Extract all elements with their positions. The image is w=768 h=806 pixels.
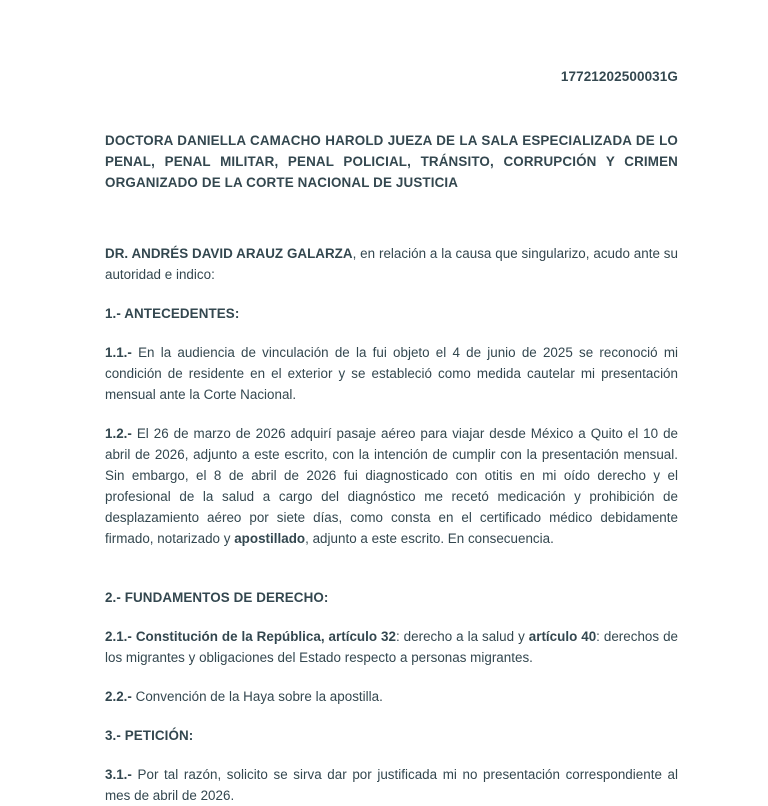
- document-reference-number: 17721202500031G: [560, 69, 678, 84]
- document-content: [105, 0, 678, 806]
- intro-rest-text: , en relación a la causa que singularizo, acudo ante su autoridad e indico:: [105, 246, 678, 282]
- paragraph-2-2: [105, 686, 678, 707]
- signatory-name: DR. ANDRÉS DAVID ARAUZ GALARZA: [105, 246, 353, 261]
- paragraph-3-1: [105, 764, 678, 806]
- paragraph-marker-1-1: 1.1.-: [105, 345, 132, 360]
- paragraph-2-1: [105, 626, 678, 668]
- section-heading-fundamentos: 2.- FUNDAMENTOS DE DERECHO:: [105, 590, 329, 605]
- paragraph-emphasis-apostillado: apostillado: [234, 531, 306, 546]
- paragraph-text-2-2: Convención de la Haya sobre la apostilla.: [131, 689, 383, 704]
- paragraph-marker-1-2: 1.2.-: [105, 426, 132, 441]
- intro-paragraph: [105, 243, 678, 285]
- paragraph-emphasis-articulo-40: artículo 40: [528, 629, 597, 644]
- section-heading-peticion: 3.- PETICIÓN:: [105, 728, 194, 743]
- paragraph-text-1-2-part-1: El 26 de marzo de 2026 adquirí pasaje aéreo para viajar desde México a Quito el 10 de abril de 2026, adjunto a este escrito, con la intención de cumplir con la presentación mensual. Sin embargo, el 8 de abril de 2026 fui diagnosticado con otitis en mi oído derecho y el profesional de la salud a cargo del diagnóstico me recetó medicación y prohibición de desplazamiento aéreo por siete días, como consta en el certificado médico debidamente firmado, notarizado y: [105, 426, 678, 546]
- section-heading-antecedentes: 1.- ANTECEDENTES:: [105, 306, 240, 321]
- paragraph-text-1-2-part-2: , adjunto a este escrito. En consecuencia.: [305, 531, 554, 546]
- paragraph-marker-3-1: 3.1.-: [105, 767, 132, 782]
- paragraph-1-1: [105, 342, 678, 405]
- paragraph-text-2-1-part-2: : derechos de los migrantes y obligaciones del Estado respecto a personas migrantes.: [105, 629, 679, 665]
- paragraph-text-3-1: Por tal razón, solicito se sirva dar por justificada mi no presentación correspondiente al mes de abril de 2026.: [105, 767, 678, 803]
- document-addressee-title: DOCTORA DANIELLA CAMACHO HAROLD JUEZA DE LA SALA ESPECIALIZADA DE LO PENAL, PENAL MILITAR, PENAL POLICIAL, TRÁNSITO, CORRUPCIÓN Y CRIMEN ORGANIZADO DE LA CORTE NACIONAL DE JUSTICIA: [105, 133, 678, 190]
- paragraph-text-2-1-part-1: : derecho a la salud y: [395, 629, 529, 644]
- paragraph-1-2: [105, 423, 678, 549]
- paragraph-text-1-1: En la audiencia de vinculación de la fui objeto el 4 de junio de 2025 se reconoció mi condición de residente en el exterior y se estableció como medida cautelar mi presentación mensual ante la Corte Nacional.: [105, 345, 678, 402]
- paragraph-emphasis-constitucion: Constitución de la República, artículo 32: [131, 629, 396, 644]
- paragraph-marker-2-2: 2.2.-: [105, 689, 132, 704]
- paragraph-marker-2-1: 2.1.-: [105, 629, 132, 644]
